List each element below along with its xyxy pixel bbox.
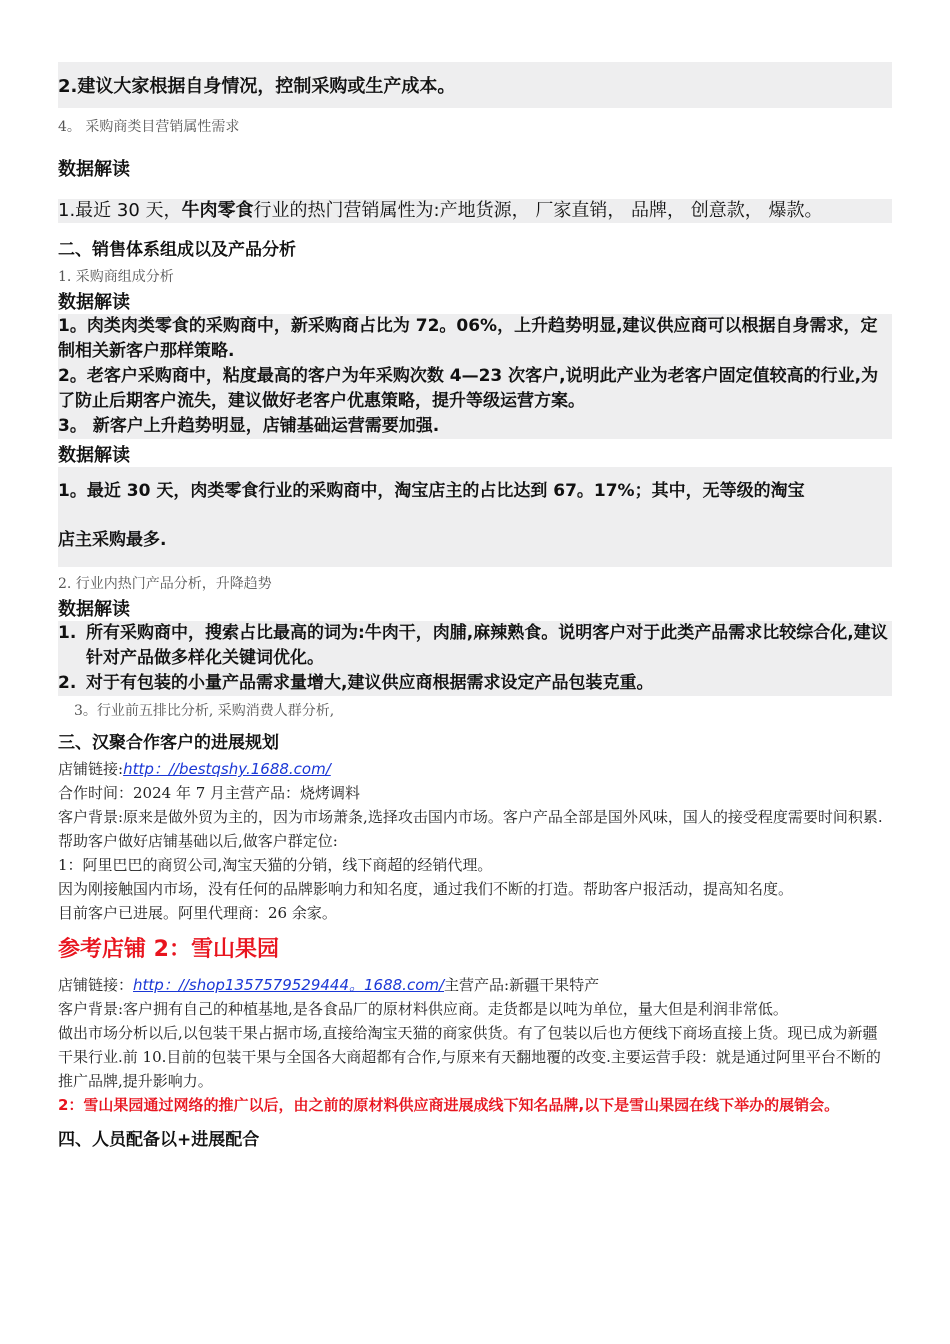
brand-building: 因为刚接触国内市场，没有任何的品牌影响力和知名度，通过我们不断的打造。帮助客户报活动，提高知名度。 [58,880,794,898]
line-suffix: 行业的热门营销属性为:产地货源， 厂家直销， 品牌， 创意款， 爆款。 [253,200,823,221]
data-interpretation-heading: 数据解读 [58,292,130,313]
partner-1-details [58,757,892,925]
section-title-partner-progress: 三、汉聚合作客户的进展规划 [58,733,279,753]
line-prefix: 1.最近 30 天， [58,200,182,221]
point-item: 1。肉类肉类零食的采购商中，新采购商占比为 72。06%，上升趋势明显,建议供应商可以根据自身需求，定制相关新客户那样策略. [58,316,878,361]
line-bold-keyword: 牛肉零食 [181,200,254,221]
advice-line [58,62,892,108]
caption-buyer-attributes: 4。 采购商类目营销属性需求 [58,119,240,135]
buyer-composition-points [58,314,892,439]
help-positioning: 帮助客户做好店铺基础以后,做客户群定位: [58,832,338,850]
list-item [58,621,892,671]
list-number: 2. [58,673,77,693]
list-item [58,671,892,696]
shop-link-label: 店铺链接: [58,760,124,778]
partner-2-details [58,973,892,1093]
list-text: 所有采购商中，搜索占比最高的词为:牛肉干，肉脯,麻辣熟食。说明客户对于此类产品需求比较综合化,建议针对产品做多样化关键词优化。 [86,623,888,668]
taobao-seller-box [58,467,892,567]
caption-hot-products: 2. 行业内热门产品分析，升降趋势 [58,576,272,592]
list-number: 1. [58,623,77,643]
shop-link-line [58,757,892,781]
list-text: 对于有包装的小量产品需求量增大,建议供应商根据需求设定产品包装克重。 [86,673,654,693]
market-analysis: 做出市场分析以后,以包装干果占据市场,直接给淘宝天猫的商家供货。有了包装以后也方便线下商场直接上货。现已成为新疆干果行业.前 10.目前的包装干果与全国各大商超都有合作,与原来有天翻地覆的改变.主要运营手段：就是通过阿里平台不断的推广品牌,提升影响力。 [58,1024,881,1090]
caption-top-five: 3。行业前五排比分析, 采购消费人群分析, [74,703,335,719]
data-interpretation-heading: 数据解读 [58,445,130,466]
marketing-attributes-line [58,199,892,223]
shop-link[interactable]: http：//shop1357579529444。1688.com/ [133,976,445,994]
advice-text: 2.建议大家根据自身情况，控制采购或生产成本。 [58,76,456,97]
customer-background: 客户背景:原来是做外贸为主的，因为市场萧条,选择攻击国内市场。客户产品全部是国外风味，国人的接受程度需要时间积累. [58,808,883,826]
shop-link[interactable]: http：//bestqshy.1688.com/ [123,760,331,778]
positioning-point: 1：阿里巴巴的商贸公司,淘宝天猫的分销，线下商超的经销代理。 [58,856,493,874]
cooperation-time: 合作时间：2024 年 7 月主营产品：烧烤调料 [58,784,361,802]
hot-product-list [58,621,892,696]
current-progress: 目前客户已进展。阿里代理商：26 余家。 [58,904,337,922]
box-line: 店主采购最多. [58,530,167,550]
shop-link-line [58,973,892,997]
point-item: 2。老客户采购商中，粘度最高的客户为年采购次数 4—23 次客户,说明此产业为老客户固定值较高的行业,为了防止后期客户流失，建议做好老客户优惠策略，提升等级运营方案。 [58,366,879,411]
data-interpretation-heading: 数据解读 [58,159,130,180]
reference-shop-title: 参考店铺 2：雪山果园 [58,937,279,962]
document-page [58,62,892,1150]
main-product: 主营产品:新疆干果特产 [444,976,600,994]
caption-buyer-composition: 1. 采购商组成分析 [58,269,174,285]
data-interpretation-heading: 数据解读 [58,599,130,620]
box-line: 1。最近 30 天，肉类零食行业的采购商中，淘宝店主的占比达到 67。17%；其中，无等级的淘宝 [58,481,805,501]
shop-link-label: 店铺链接： [58,976,134,994]
section-title-sales-system: 二、销售体系组成以及产品分析 [58,240,296,260]
point-item: 3。 新客户上升趋势明显，店铺基础运营需要加强. [58,416,440,436]
highlight-note: 2：雪山果园通过网络的推广以后，由之前的原材料供应商进展成线下知名品牌,以下是雪山果园在线下举办的展销会。 [58,1096,840,1114]
customer-background: 客户背景:客户拥有自己的种植基地,是各食品厂的原材料供应商。走货都是以吨为单位，量大但是利润非常低。 [58,1000,788,1018]
section-title-staffing: 四、人员配备以+进展配合 [58,1130,260,1150]
